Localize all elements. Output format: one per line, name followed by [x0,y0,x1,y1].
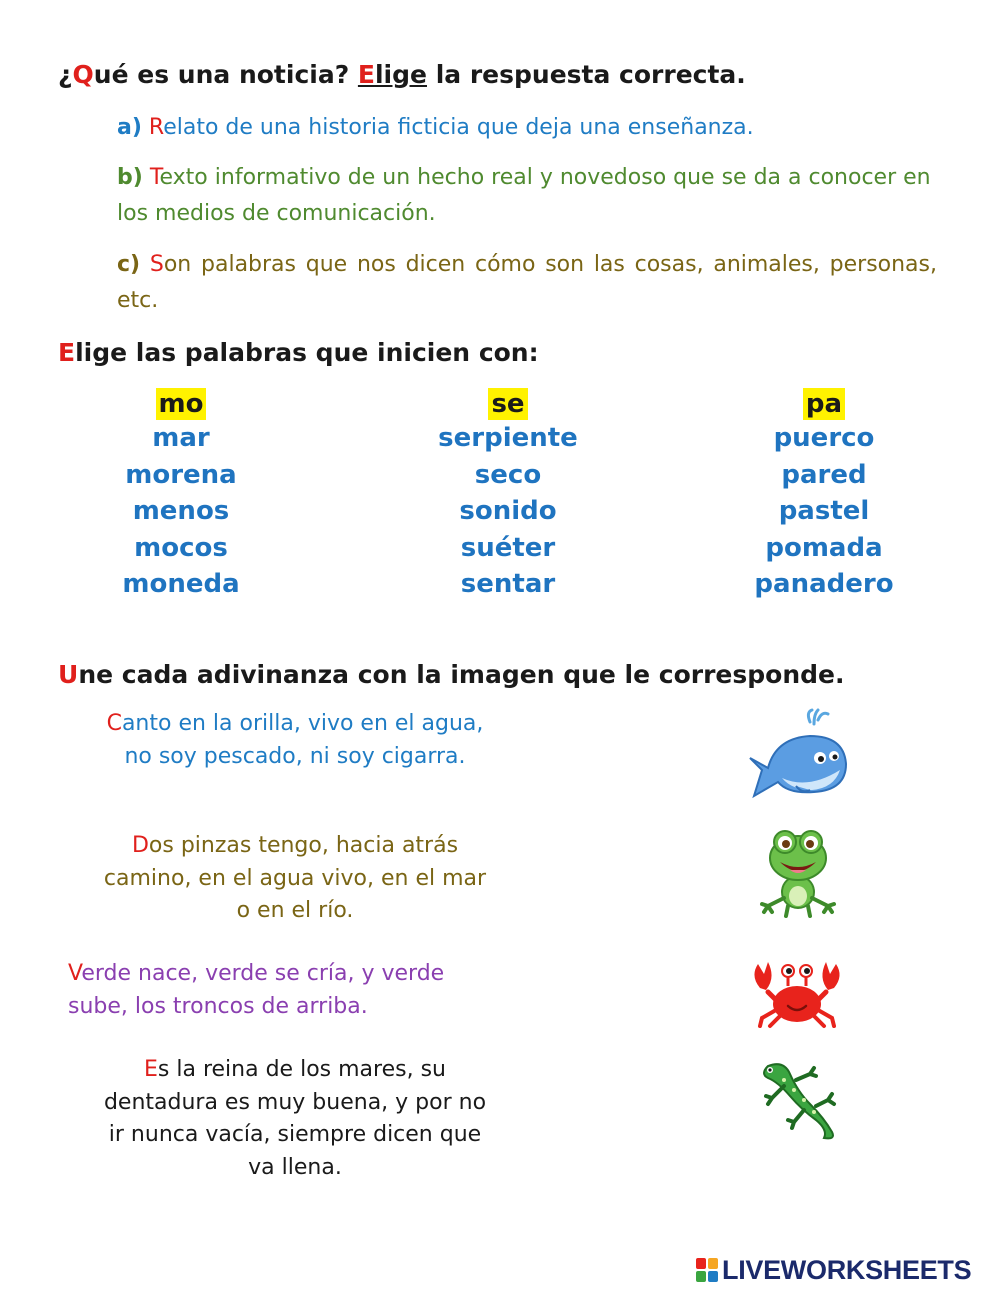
question-1-heading: ¿Qué es una noticia? Elige la respuesta correcta. [58,60,746,89]
word-option[interactable]: puerco [773,423,875,453]
question-3-heading: Une cada adivinanza con la imagen que le corresponde. [58,660,845,689]
word-option[interactable]: moneda [122,569,240,599]
word-option[interactable]: pared [781,459,867,490]
logo-mark-icon [696,1258,718,1282]
word-option[interactable]: seco [474,459,542,490]
word-option[interactable]: mocos [134,532,228,563]
riddle-1[interactable]: Canto en la orilla, vivo en el agua, no soy pescado, ni soy cigarra. [106,711,484,769]
liveworksheets-logo[interactable] [696,1253,971,1287]
crab-icon[interactable] [746,958,848,1030]
riddle-4[interactable]: Es la reina de los mares, su dentadura es muy buena, y por no ir nunca vacía, siempre dicen que va llena. [103,1057,487,1180]
riddle-3[interactable]: Verde nace, verde se cría, y verde sube, los troncos de arriba. [68,961,445,1019]
column-header-pa: pa [803,388,845,420]
option-a[interactable]: a) Relato de una historia ficticia que deja una enseñanza. [117,115,754,140]
word-column-se [368,388,648,603]
word-option[interactable]: serpiente [438,423,578,453]
question-2-heading: Elige las palabras que inicien con: [58,338,539,367]
word-column-mo [41,388,321,603]
option-b[interactable]: b) Texto informativo de un hecho real y novedoso que se da a conocer en los medios de comunicación. [117,165,931,226]
word-option[interactable]: sonido [459,496,557,526]
lizard-icon[interactable] [754,1058,842,1144]
word-option[interactable]: suéter [460,532,556,563]
word-option[interactable]: morena [125,459,237,490]
option-c[interactable]: c) Son palabras que nos dicen cómo son las cosas, animales, personas, etc. [117,252,937,313]
word-option[interactable]: mar [152,423,210,453]
word-option[interactable]: sentar [460,569,556,599]
riddle-2[interactable]: Dos pinzas tengo, hacia atrás camino, en el agua vivo, en el mar o en el río. [103,833,487,923]
column-header-mo: mo [156,388,207,420]
column-header-se: se [488,388,527,420]
word-option[interactable]: panadero [754,569,894,599]
word-option[interactable]: menos [132,496,230,526]
word-option[interactable]: pastel [778,496,870,526]
logo-text: LIVEWORKSHEETS [722,1254,972,1285]
word-column-pa [684,388,964,603]
whale-icon[interactable] [748,708,850,808]
word-option[interactable]: pomada [765,532,883,563]
frog-icon[interactable] [758,826,838,918]
